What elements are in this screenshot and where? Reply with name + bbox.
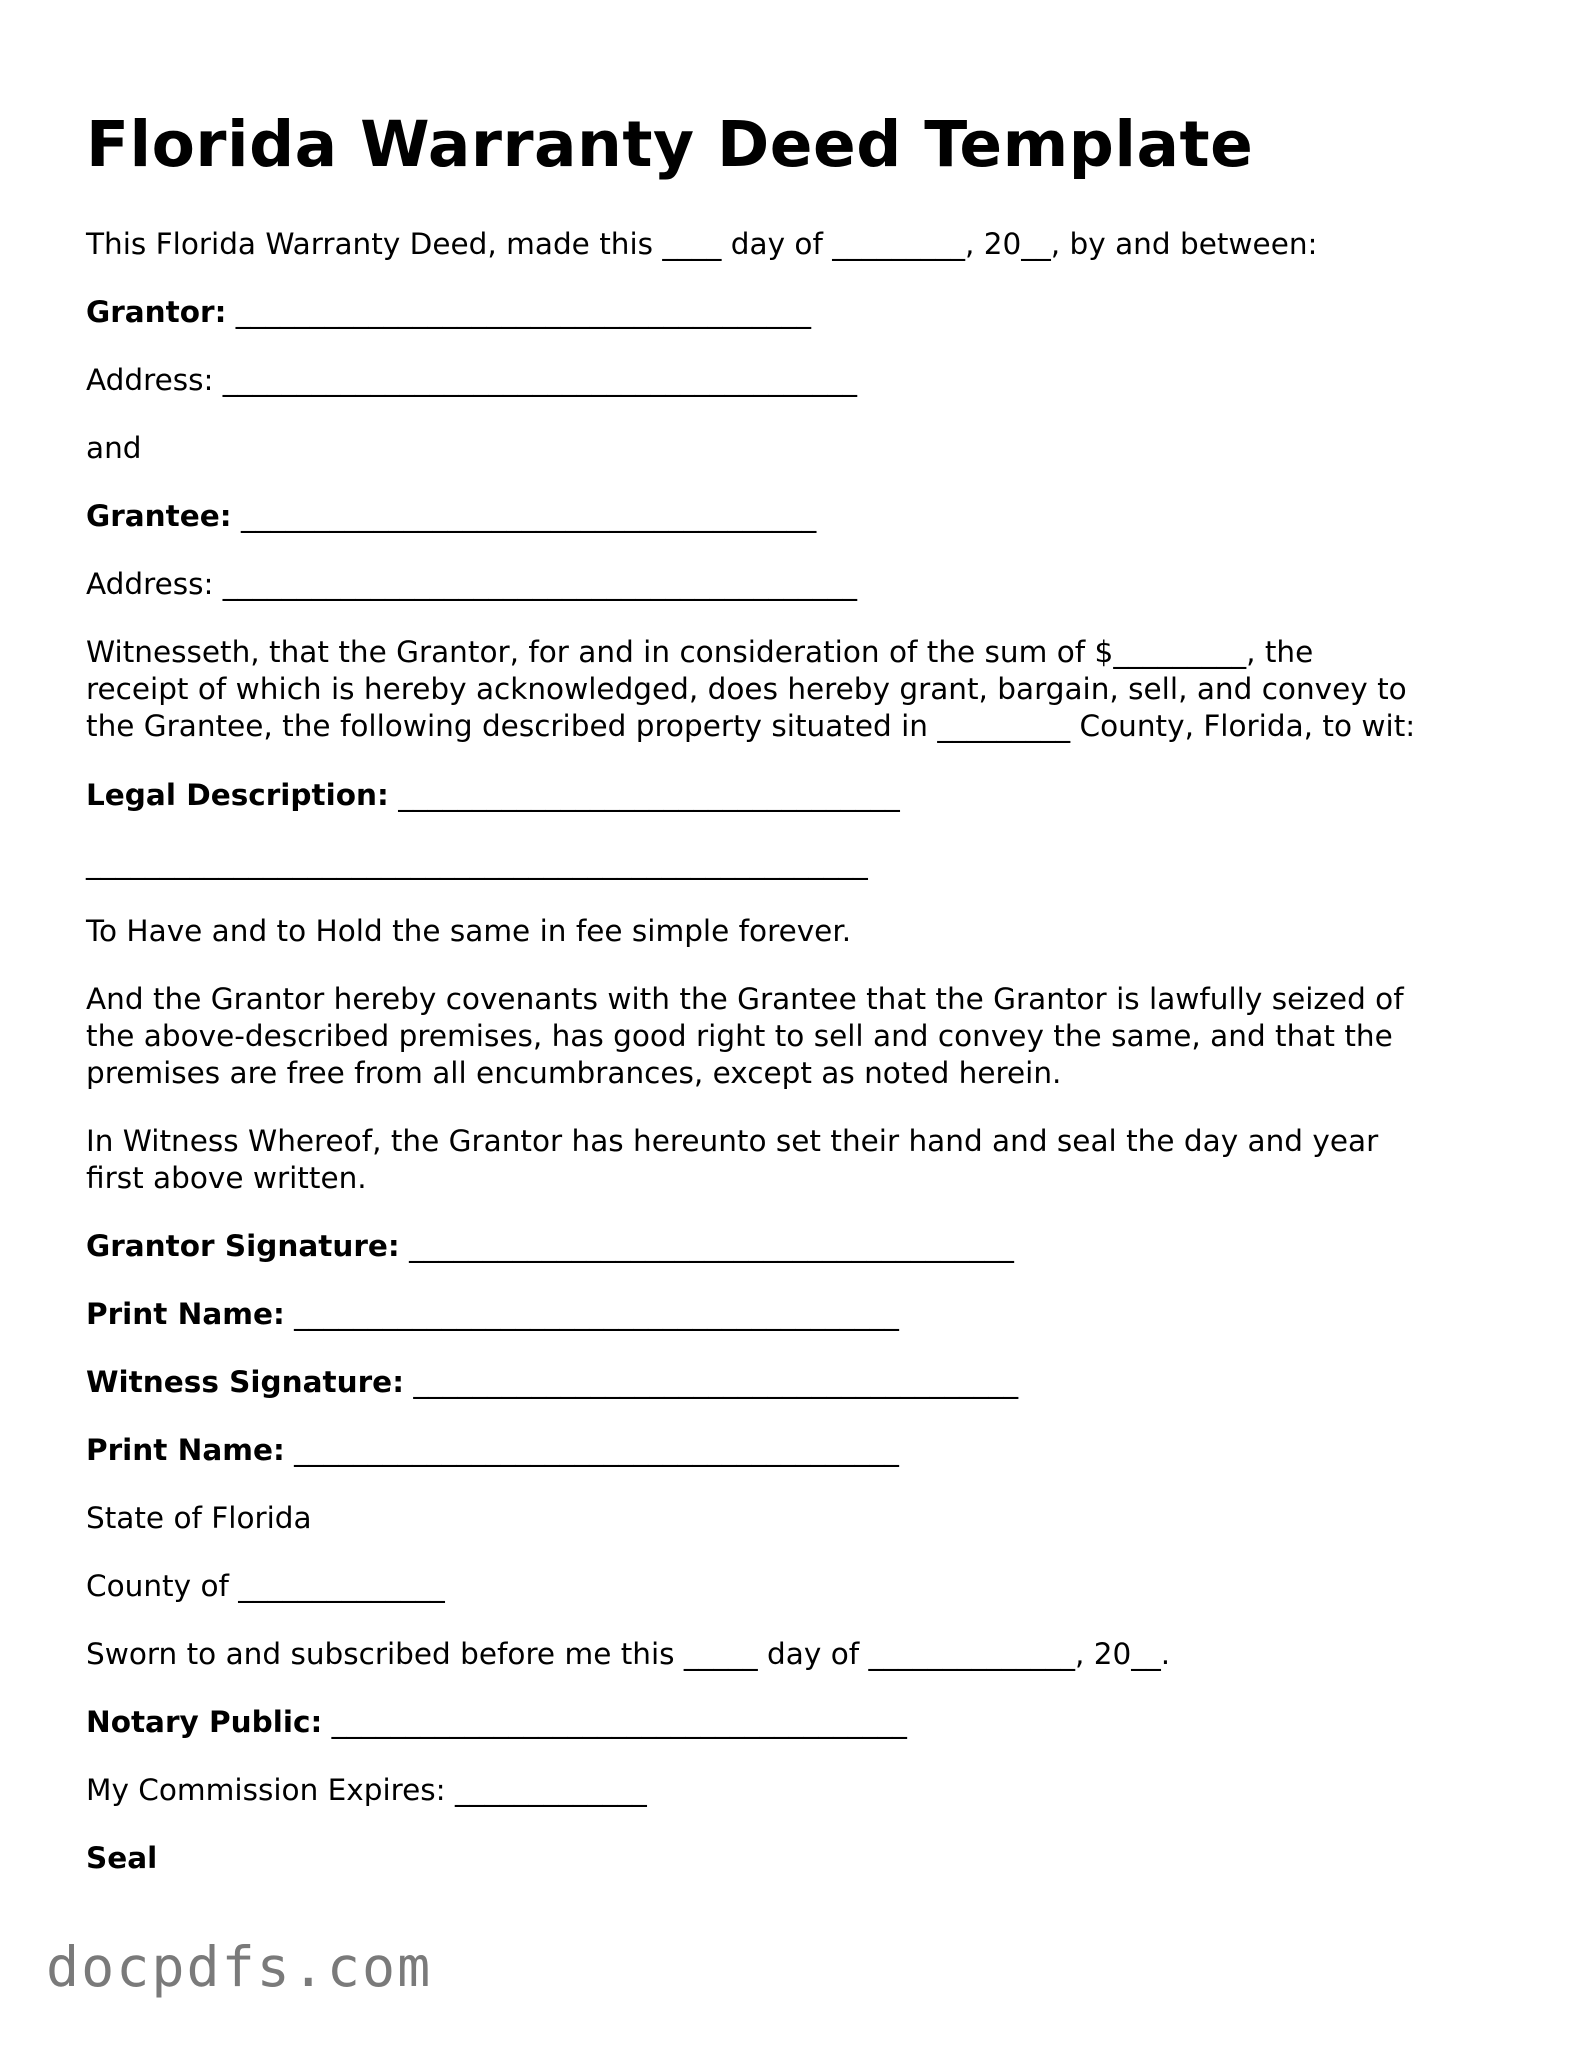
- print-name-label-1: Print Name:: [86, 1297, 285, 1331]
- grantee-blank: _______________________________________: [231, 499, 817, 533]
- county-field: County of ______________: [86, 1569, 445, 1603]
- legal-description-field: [86, 777, 900, 814]
- covenant-paragraph: And the Grantor hereby covenants with the Grantee that the Grantor is lawfully seized of the above-described premises, has good right to sell and convey the same, and that the premises are free from all encumbrances, except as noted herein.: [86, 982, 1404, 1090]
- grantee-address-field: Address: ___________________________________________: [86, 567, 858, 601]
- witness-signature-field: [86, 1364, 1018, 1401]
- legal-description-line-2: _____________________________________________________: [86, 846, 868, 880]
- grantee-label: Grantee:: [86, 499, 232, 533]
- grantor-signature-blank: _________________________________________: [399, 1229, 1014, 1263]
- grantor-address-field: Address: ___________________________________________: [86, 363, 858, 397]
- in-witness-paragraph: In Witness Whereof, the Grantor has hereunto set their hand and seal the day and year first above written.: [86, 1124, 1379, 1195]
- watermark: docpdfs.com: [46, 1935, 433, 1999]
- print-name-label-2: Print Name:: [86, 1433, 285, 1467]
- notary-public-label: Notary Public:: [86, 1705, 323, 1739]
- grantor-signature-field: [86, 1228, 1014, 1265]
- legal-description-label: Legal Description:: [86, 778, 389, 812]
- and-text: and: [86, 431, 142, 465]
- print-name-field-1: [86, 1296, 899, 1333]
- commission-expires-field: My Commission Expires: _____________: [86, 1773, 647, 1807]
- print-name-blank-2: _________________________________________: [284, 1433, 899, 1467]
- state-line: State of Florida: [86, 1501, 312, 1535]
- witness-signature-blank: _________________________________________: [404, 1365, 1019, 1399]
- legal-description-blank: __________________________________: [388, 778, 900, 812]
- notary-public-field: [86, 1704, 907, 1741]
- grantor-blank: _______________________________________: [226, 295, 812, 329]
- print-name-blank-1: _________________________________________: [284, 1297, 899, 1331]
- habendum-clause: To Have and to Hold the same in fee simple forever.: [86, 914, 852, 948]
- grantor-label: Grantor:: [86, 295, 227, 329]
- witness-signature-label: Witness Signature:: [86, 1365, 404, 1399]
- witnesseth-paragraph: Witnesseth, that the Grantor, for and in consideration of the sum of $_________, the receipt of which is hereby acknowledged, does hereby grant, bargain, sell, and convey to the Grantee, the following described property situated in _________ County, Florida, to wit:: [86, 635, 1416, 743]
- print-name-field-2: [86, 1432, 899, 1469]
- grantee-field: [86, 498, 816, 535]
- notary-public-blank: _______________________________________: [322, 1705, 907, 1739]
- sworn-line: Sworn to and subscribed before me this _____ day of ______________, 20__.: [86, 1637, 1171, 1671]
- grantor-field: [86, 294, 811, 331]
- intro-line: This Florida Warranty Deed, made this ____ day of _________, 20__, by and between:: [86, 227, 1318, 261]
- seal-label: Seal: [86, 1841, 158, 1875]
- grantor-signature-label: Grantor Signature:: [86, 1229, 400, 1263]
- page-title: Florida Warranty Deed Template: [86, 108, 1254, 181]
